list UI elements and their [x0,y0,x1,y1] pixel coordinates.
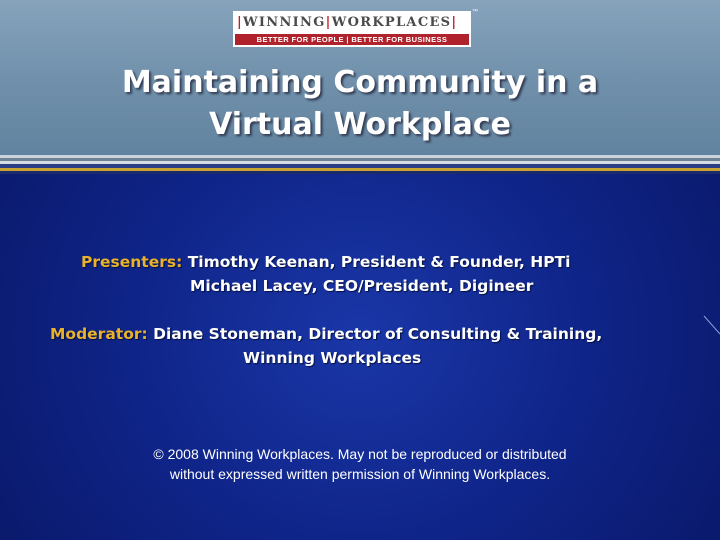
winning-workplaces-logo [233,11,471,47]
title-line-1: Maintaining Community in a [121,65,599,100]
copyright-line-1: © 2008 Winning Workplaces. May not be reproduced or distributed [153,446,567,462]
moderator-line-1 [50,322,602,346]
moderator-org: Winning Workplaces [243,349,422,367]
moderator-label: Moderator: [50,325,148,343]
copyright-line-2: without expressed written permission of Winning Workplaces. [169,466,551,482]
logo-tagline: BETTER FOR PEOPLE | BETTER FOR BUSINESS [235,34,469,45]
title-line-2: Virtual Workplace [209,107,511,142]
presenter-2: Michael Lacey, CEO/President, Digineer [190,277,534,295]
slide-title [80,62,640,146]
presenters-label: Presenters: [81,253,183,271]
copyright-notice [60,444,660,484]
presenters-line-1 [81,250,570,274]
logo-word-right: WORKPLACES [331,15,452,30]
trademark-symbol: ™ [472,9,478,15]
decorative-line-icon [700,310,720,340]
presenter-1: Timothy Keenan, President & Founder, HPTi [187,253,571,271]
logo-word-left: WINNING [243,15,326,30]
moderator-name: Diane Stoneman, Director of Consulting & Training, [153,325,603,343]
divider-rule [0,171,720,174]
logo-wordmark: |WINNING|WORKPLACES| [237,15,458,30]
